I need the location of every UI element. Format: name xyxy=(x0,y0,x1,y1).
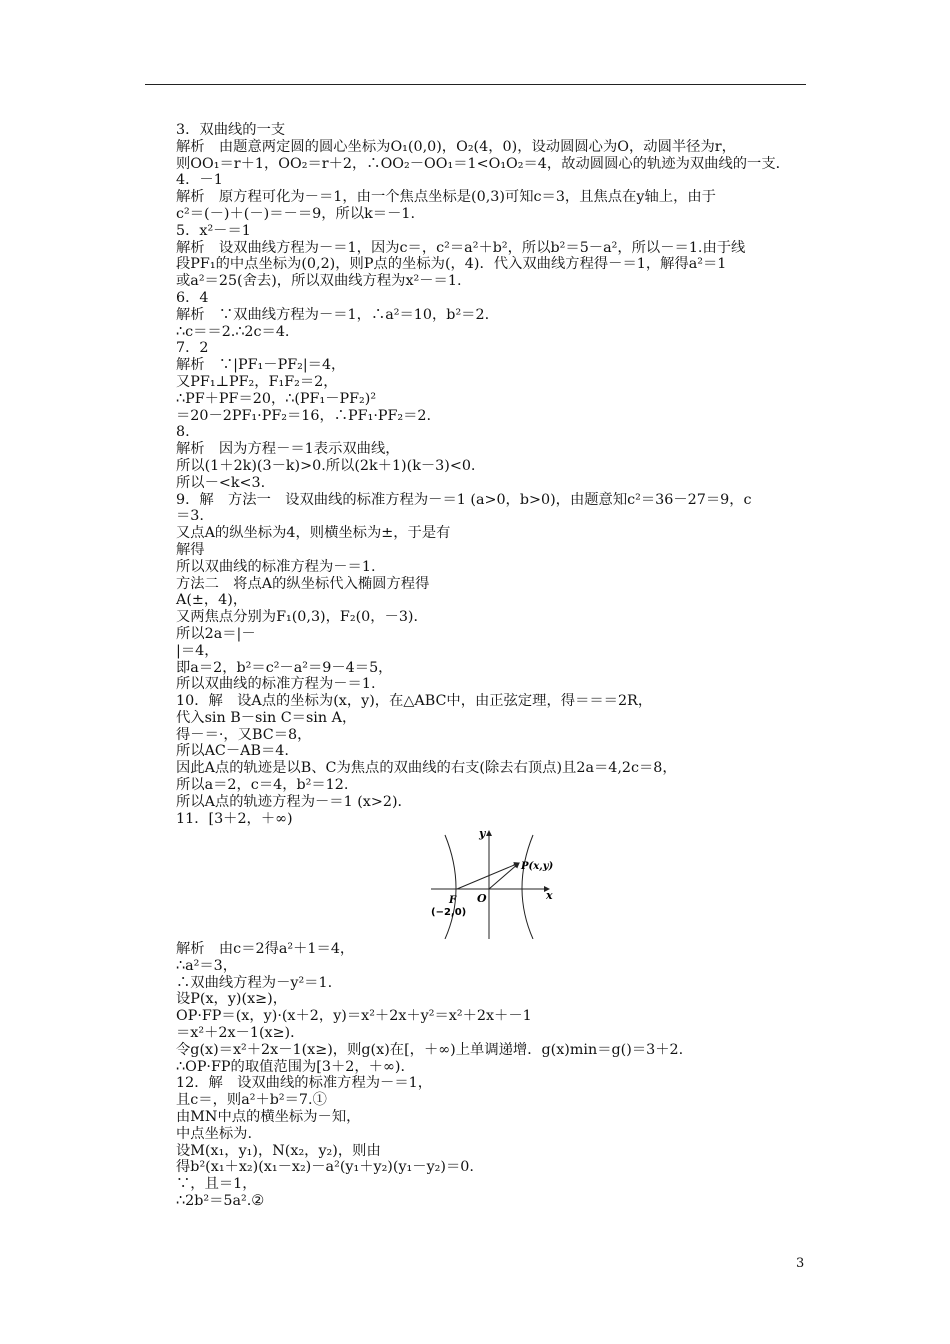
y-label: y xyxy=(479,827,486,840)
text-line: 设M(x₁，y₁)，N(x₂，y₂)，则由 xyxy=(176,1142,381,1159)
text-line: 3．双曲线的一支 xyxy=(176,122,286,138)
text-line: 8. xyxy=(176,424,190,441)
text-line: 所以双曲线的标准方程为－＝1. xyxy=(176,558,376,575)
text-line: ＝20－2PF₁·PF₂＝16，∴PF₁·PF₂＝2. xyxy=(176,407,432,424)
text-line: 令g(x)＝x²＋2x－1(x≥)，则g(x)在[，＋∞)上单调递增．g(x)min＝g()＝3＋2. xyxy=(176,1041,684,1058)
text-line: 12．解 设双曲线的标准方程为－＝1， xyxy=(176,1075,433,1092)
text-line: 得－＝·，又BC＝8， xyxy=(176,726,312,743)
text-line: 设P(x，y)(x≥)， xyxy=(176,991,288,1008)
text-line: ∴OP·FP的取值范围为[3＋2，＋∞)． xyxy=(176,1058,415,1075)
header-rule xyxy=(145,84,806,85)
segment-op xyxy=(489,863,519,889)
text-line: 段PF₁的中点坐标为(0,2)，则P点的坐标为(，4)．代入双曲线方程得－＝1，解得a²＝1 xyxy=(176,256,727,273)
x-label: x xyxy=(546,889,553,902)
focus-label: F xyxy=(449,895,457,906)
text-line: ∵，且＝1， xyxy=(176,1176,257,1193)
point-label: P(x,y) xyxy=(521,861,554,872)
text-line: 7．2 xyxy=(176,340,209,357)
text-line: |＝4， xyxy=(176,642,219,659)
text-line: 或a²＝25(舍去)，所以双曲线方程为x²－＝1. xyxy=(176,273,462,290)
text-line: 中点坐标为. xyxy=(176,1125,253,1142)
text-line: 所以双曲线的标准方程为－＝1. xyxy=(176,676,376,693)
text-line: c²＝(－)＋(－)＝－＝9，所以k＝－1. xyxy=(176,205,416,222)
hyperbola-figure xyxy=(431,827,561,939)
text-line: ＝x²＋2x－1(x≥)． xyxy=(176,1024,305,1041)
text-line: 又两焦点分别为F₁(0,3)，F₂(0，－3)． xyxy=(176,609,428,626)
text-line: 所以a＝2，c＝4，b²＝12. xyxy=(176,777,349,794)
page-number: 3 xyxy=(796,1256,805,1271)
text-line: 解析 设双曲线方程为－＝1，因为c＝，c²＝a²＋b²，所以b²＝5－a²，所以－＝1.由于线 xyxy=(176,239,746,256)
text-line: 解析 ∵双曲线方程为－＝1，∴a²＝10，b²＝2. xyxy=(176,306,490,323)
text-line: 4．－1 xyxy=(176,172,223,189)
text-line: 解析 由c＝2得a²＋1＝4， xyxy=(176,941,355,957)
focus-coords: (−2,0) xyxy=(431,907,467,918)
text-line: 9．解 方法一 设双曲线的标准方程为－＝1 (a>0，b>0)，由题意知c²＝36－27＝9，c xyxy=(176,491,752,508)
text-line: 解析 由题意两定圆的圆心坐标为O₁(0,0)，O₂(4，0)，设动圆圆心为O，动圆半径为r， xyxy=(176,138,736,155)
text-line: ∴PF＋PF＝20，∴(PF₁－PF₂)² xyxy=(176,390,377,407)
text-line: 所以A点的轨迹方程为－＝1 (x>2)． xyxy=(176,793,412,810)
text-line: ∴双曲线方程为－y²＝1. xyxy=(176,974,333,991)
text-line: ∴c＝＝2.∴2c＝4. xyxy=(176,323,290,340)
text-line: 且c＝，则a²＋b²＝7.① xyxy=(176,1092,327,1109)
left-branch xyxy=(445,835,456,939)
text-line: 即a＝2，b²＝c²－a²＝9－4＝5， xyxy=(176,659,393,676)
text-line: 所以－<k<3. xyxy=(176,474,266,491)
text-line: 又点A的纵坐标为4，则横坐标为±，于是有 xyxy=(176,525,451,542)
segment-fp xyxy=(457,863,519,889)
text-line: 5．x²－＝1 xyxy=(176,222,251,239)
text-line: ＝3. xyxy=(176,508,204,525)
text-line: 所以(1＋2k)(3－k)>0.所以(2k＋1)(k－3)<0. xyxy=(176,457,476,474)
solutions-top xyxy=(176,122,816,827)
text-line: 因此A点的轨迹是以B、C为焦点的双曲线的右支(除去右顶点)且2a＝4,2c＝8， xyxy=(176,760,677,777)
text-line: 又PF₁⊥PF₂，F₁F₂＝2， xyxy=(176,373,338,390)
text-line: 6．4 xyxy=(176,289,209,306)
solutions-bottom xyxy=(176,941,816,1210)
origin-label: O xyxy=(477,892,487,905)
text-line: 11．[3＋2，＋∞) xyxy=(176,810,293,827)
text-line: 所以AC－AB＝4. xyxy=(176,743,289,760)
text-line: 方法二 将点A的纵坐标代入椭圆方程得 xyxy=(176,575,430,592)
text-line: 解析 ∵|PF₁－PF₂|＝4， xyxy=(176,357,346,374)
text-line: ∴2b²＝5a².② xyxy=(176,1192,265,1209)
text-line: 由MN中点的横坐标为－知， xyxy=(176,1108,361,1125)
text-line: 10．解 设A点的坐标为(x，y)，在△ABC中，由正弦定理，得＝＝＝2R， xyxy=(176,693,653,710)
right-branch xyxy=(522,835,533,939)
text-line: A(±，4)， xyxy=(176,592,248,609)
text-line: 则OO₁＝r＋1，OO₂＝r＋2，∴OO₂－OO₁＝1<O₁O₂＝4，故动圆圆心的轨迹为双曲线的一支． xyxy=(176,155,790,172)
text-line: 解析 原方程可化为－＝1，由一个焦点坐标是(0,3)可知c＝3，且焦点在y轴上，由于 xyxy=(176,189,716,206)
text-line: OP·FP＝(x，y)·(x＋2，y)＝x²＋2x＋y²＝x²＋2x＋－1 xyxy=(176,1008,532,1025)
text-line: 所以2a＝|－ xyxy=(176,625,256,642)
text-line: 得b²(x₁＋x₂)(x₁－x₂)－a²(y₁＋y₂)(y₁－y₂)＝0. xyxy=(176,1159,474,1176)
text-line: 解得 xyxy=(176,541,205,558)
text-line: 代入sin B－sin C＝sin A， xyxy=(176,709,357,726)
text-line: ∴a²＝3， xyxy=(176,957,238,974)
text-line: 解析 因为方程－＝1表示双曲线， xyxy=(176,441,400,458)
